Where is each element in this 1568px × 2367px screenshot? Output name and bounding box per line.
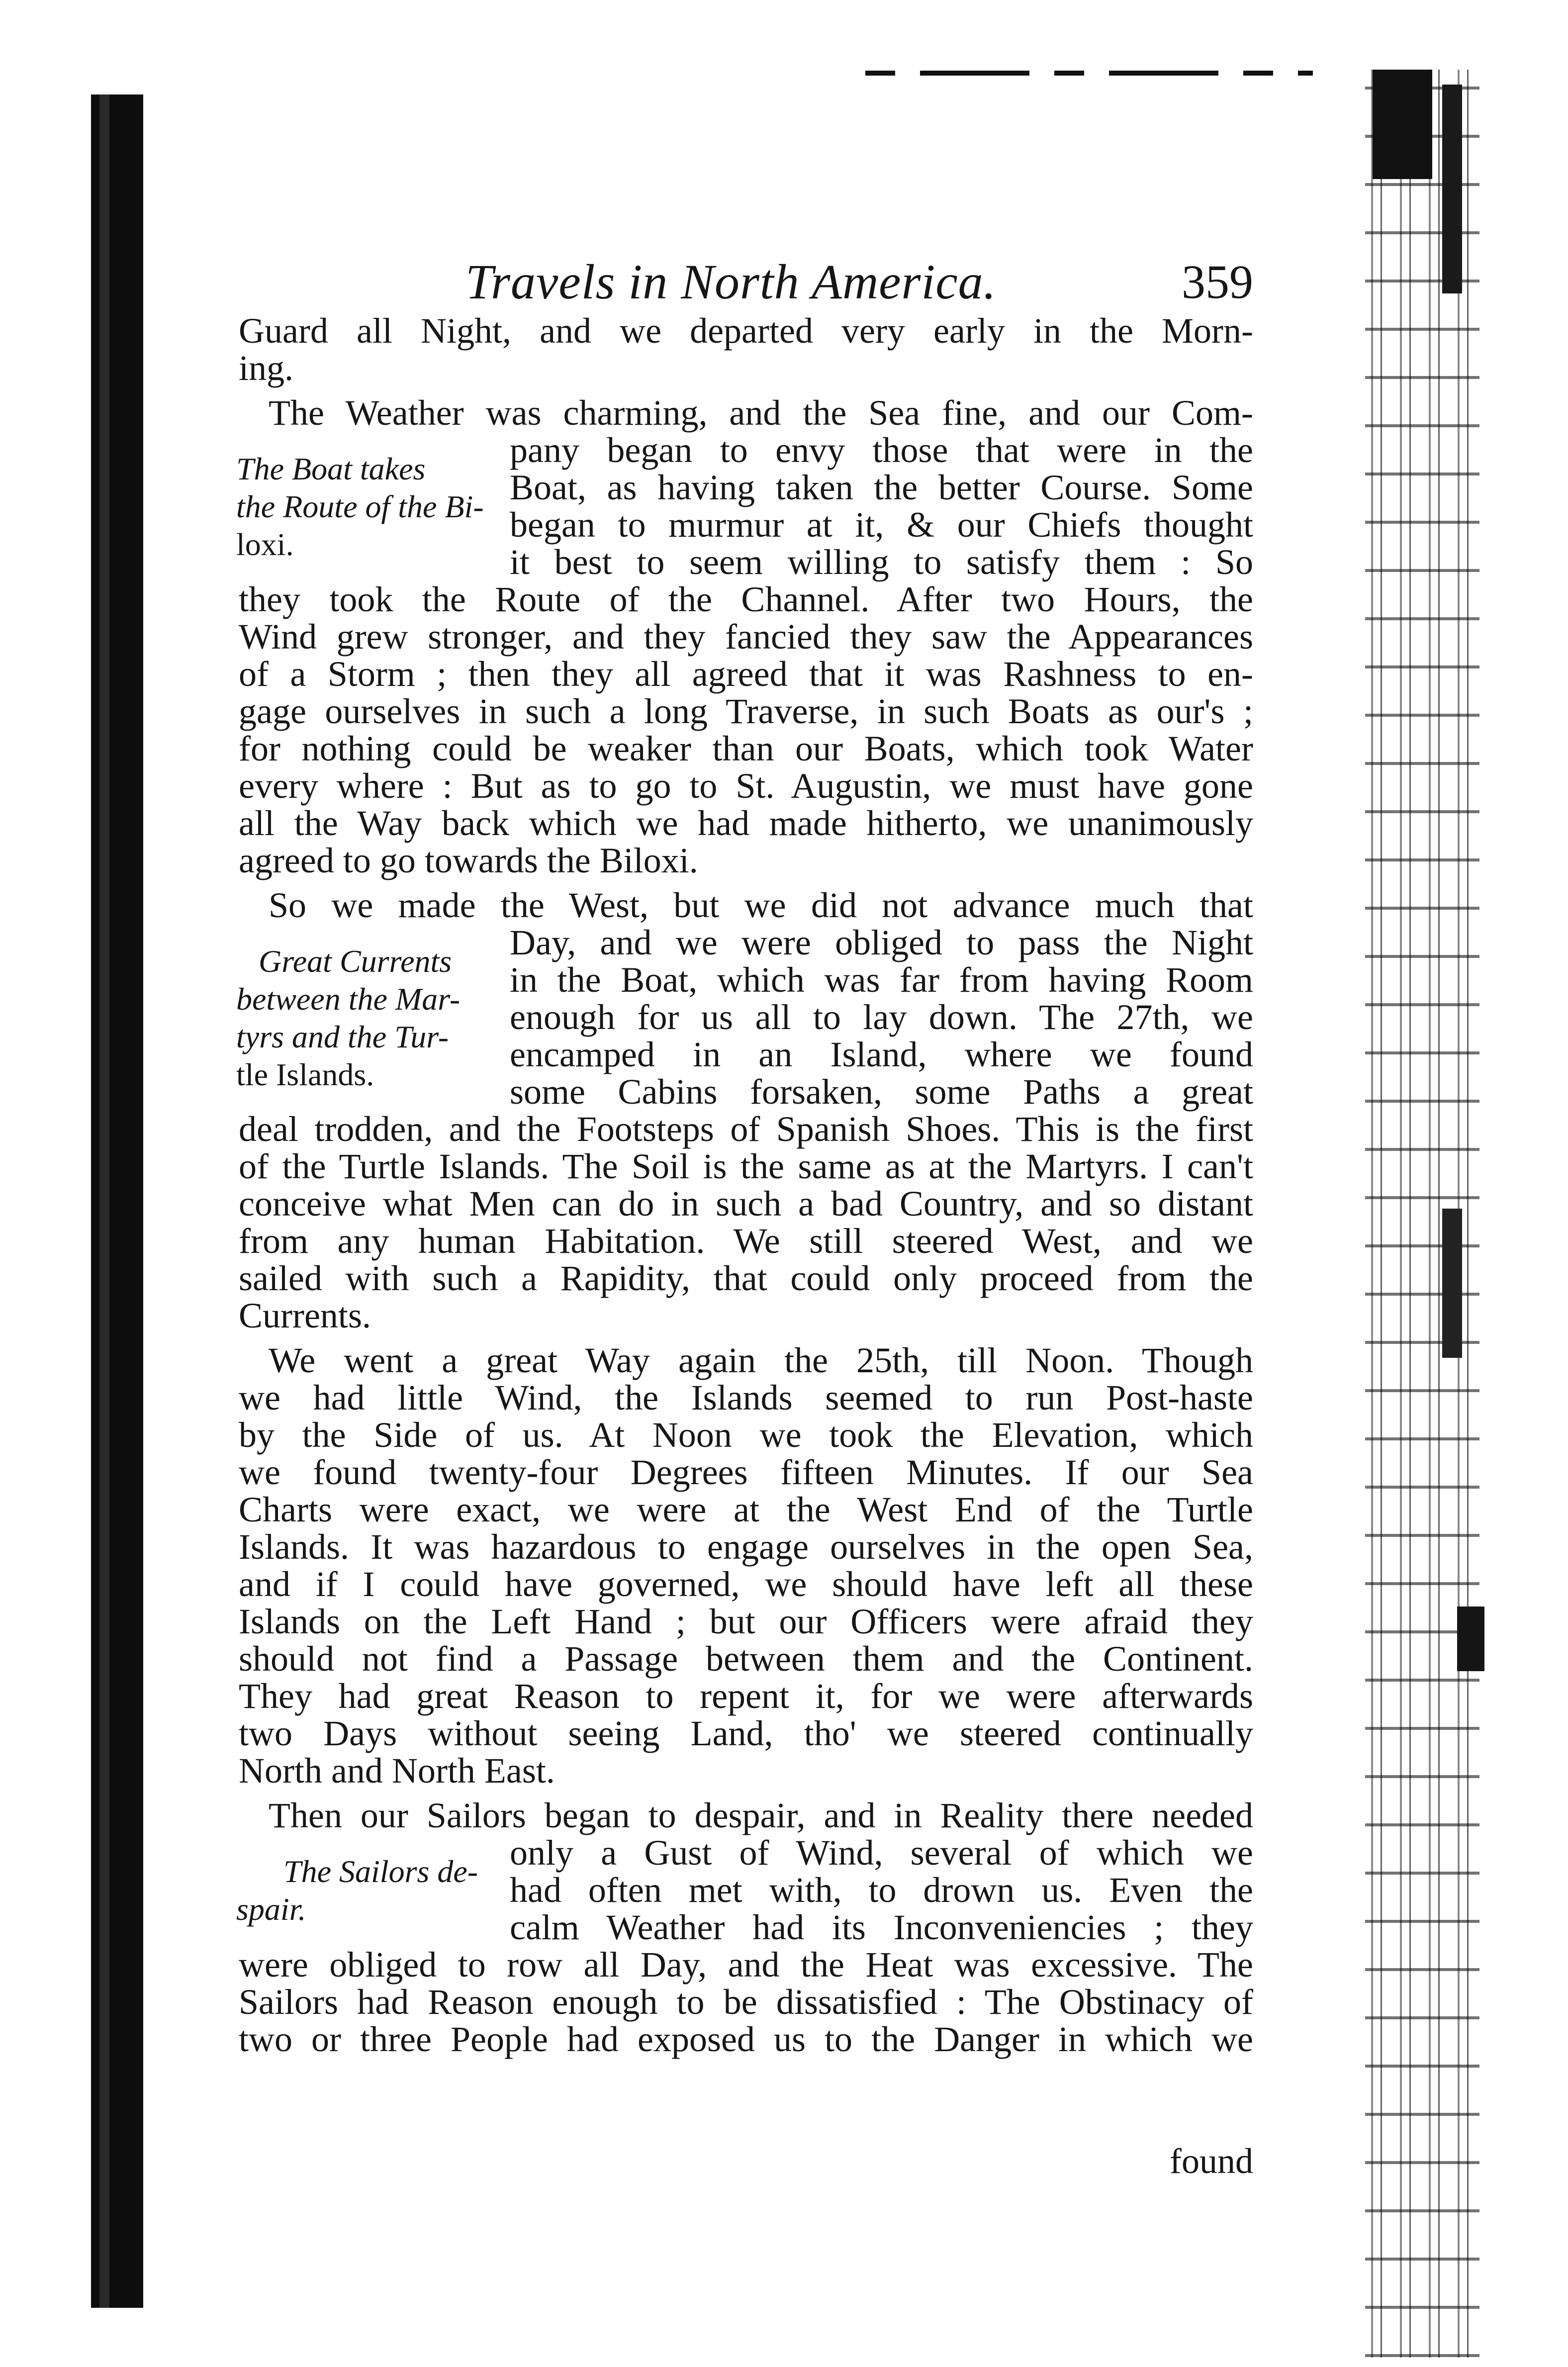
text-line: They had great Reason to repent it, for we were afterwards [239,1676,1253,1716]
text-line: in the Boat, which was far from having Room [510,960,1253,1000]
facing-page-bleed [1365,70,1479,2358]
marginal-note-line: spair. [236,1892,306,1927]
text-line: gage ourselves in such a long Traverse, in such Boats as our's ; [239,691,1253,731]
marginal-note-line: loxi. [236,527,294,562]
text-line: Wind grew stronger, and they fancied they saw the Appearances [239,617,1253,657]
marginal-note-line: tyrs and the Tur- [236,1019,449,1054]
page-gutter-edge [99,95,109,2308]
text-line: We went a great Way again the 25th, till Noon. Though [269,1340,1253,1380]
text-line: by the Side of us. At Noon we took the Elevation, which [239,1415,1253,1455]
text-line: Currents. [239,1296,371,1335]
text-line: Islands on the Left Hand ; but our Officers were afraid they [239,1602,1253,1641]
marginal-note-line: between the Mar- [236,981,461,1017]
marginal-note-line: the Route of the Bi- [236,489,484,524]
text-line: two or three People had exposed us to the Danger in which we [239,2019,1253,2059]
text-line: of a Storm ; then they all agreed that it was Rashness to en- [239,654,1253,694]
text-line: all the Way back which we had made hitherto, we unanimously [239,803,1253,843]
text-line: were obliged to row all Day, and the Heat was excessive. The [239,1945,1253,1985]
text-line: The Weather was charming, and the Sea fine, and our Com- [269,393,1253,433]
text-line: two Days without seeing Land, tho' we steered continually [239,1713,1253,1753]
page-gutter-shadow [91,95,143,2308]
text-line: Guard all Night, and we departed very early in the Morn- [239,311,1253,351]
text-line: for nothing could be weaker than our Boats, which took Water [239,729,1253,768]
text-line: So we made the West, but we did not advance much that [269,885,1253,925]
running-head: Travels in North America. [465,254,997,309]
text-line: Sailors had Reason enough to be dissatisfied : The Obstinacy of [239,1982,1253,2022]
text-line: North and North East. [239,1751,555,1791]
text-line: agreed to go towards the Biloxi. [239,841,698,880]
page-number: 359 [1182,255,1253,308]
marginal-note-boat-route [236,450,495,564]
facing-page-bleed-mark [1373,70,1432,179]
text-line: Boat, as having taken the better Course. Some [510,468,1253,507]
marginal-note-sailors-despair [236,1853,495,1928]
text-line: should not find a Passage between them and the Continent. [239,1639,1253,1679]
marginal-note-line: tle Islands. [236,1057,374,1092]
catchword: found [1170,2141,1253,2181]
text-line: ing. [239,348,294,388]
text-line: only a Gust of Wind, several of which we [510,1833,1253,1873]
marginal-note-great-currents [236,943,495,1094]
facing-page-bleed-mark [1457,1607,1484,1671]
text-line: we had little Wind, the Islands seemed to run Post-haste [239,1378,1253,1418]
marginal-note-line: Great Currents [259,944,452,979]
text-line: Day, and we were obliged to pass the Night [510,923,1253,962]
marginal-note-line: The Boat takes [236,451,426,486]
text-line: it best to seem willing to satisfy them : So [510,542,1253,582]
text-line: encamped in an Island, where we found [510,1035,1253,1074]
page-header [239,255,1253,309]
text-line: some Cabins forsaken, some Paths a great [510,1072,1253,1112]
text-line: had often met with, to drown us. Even the [510,1870,1253,1910]
text-line: from any human Habitation. We still steered West, and we [239,1221,1253,1261]
text-line: deal trodden, and the Footsteps of Spanish Shoes. This is the first [239,1109,1253,1149]
text-line: every where : But as to go to St. Augustin, we must have gone [239,766,1253,806]
marginal-note-line: The Sailors de- [283,1854,478,1889]
text-line: sailed with such a Rapidity, that could only proceed from the [239,1258,1253,1298]
facing-page-bleed-mark [1442,85,1462,293]
text-line: pany began to envy those that were in the [510,430,1253,470]
text-line: they took the Route of the Channel. After two Hours, the [239,579,1253,619]
text-line: of the Turtle Islands. The Soil is the same as at the Martyrs. I can't [239,1146,1253,1186]
text-line: Islands. It was hazardous to engage ourselves in the open Sea, [239,1527,1253,1567]
text-line: Charts were exact, we were at the West End of the Turtle [239,1490,1253,1529]
text-line: began to murmur at it, & our Chiefs thought [510,505,1253,545]
text-line: we found twenty-four Degrees fifteen Minutes. If our Sea [239,1452,1253,1492]
text-line: and if I could have governed, we should have left all these [239,1564,1253,1604]
text-line: calm Weather had its Inconveniencies ; they [510,1907,1253,1947]
facing-page-bleed-mark [1442,1209,1462,1358]
text-line: Then our Sailors began to despair, and in Reality there needed [269,1796,1253,1835]
text-line: conceive what Men can do in such a bad Country, and so distant [239,1184,1253,1224]
text-line: enough for us all to lay down. The 27th, we [510,997,1253,1037]
top-edge-marks [865,71,1313,76]
